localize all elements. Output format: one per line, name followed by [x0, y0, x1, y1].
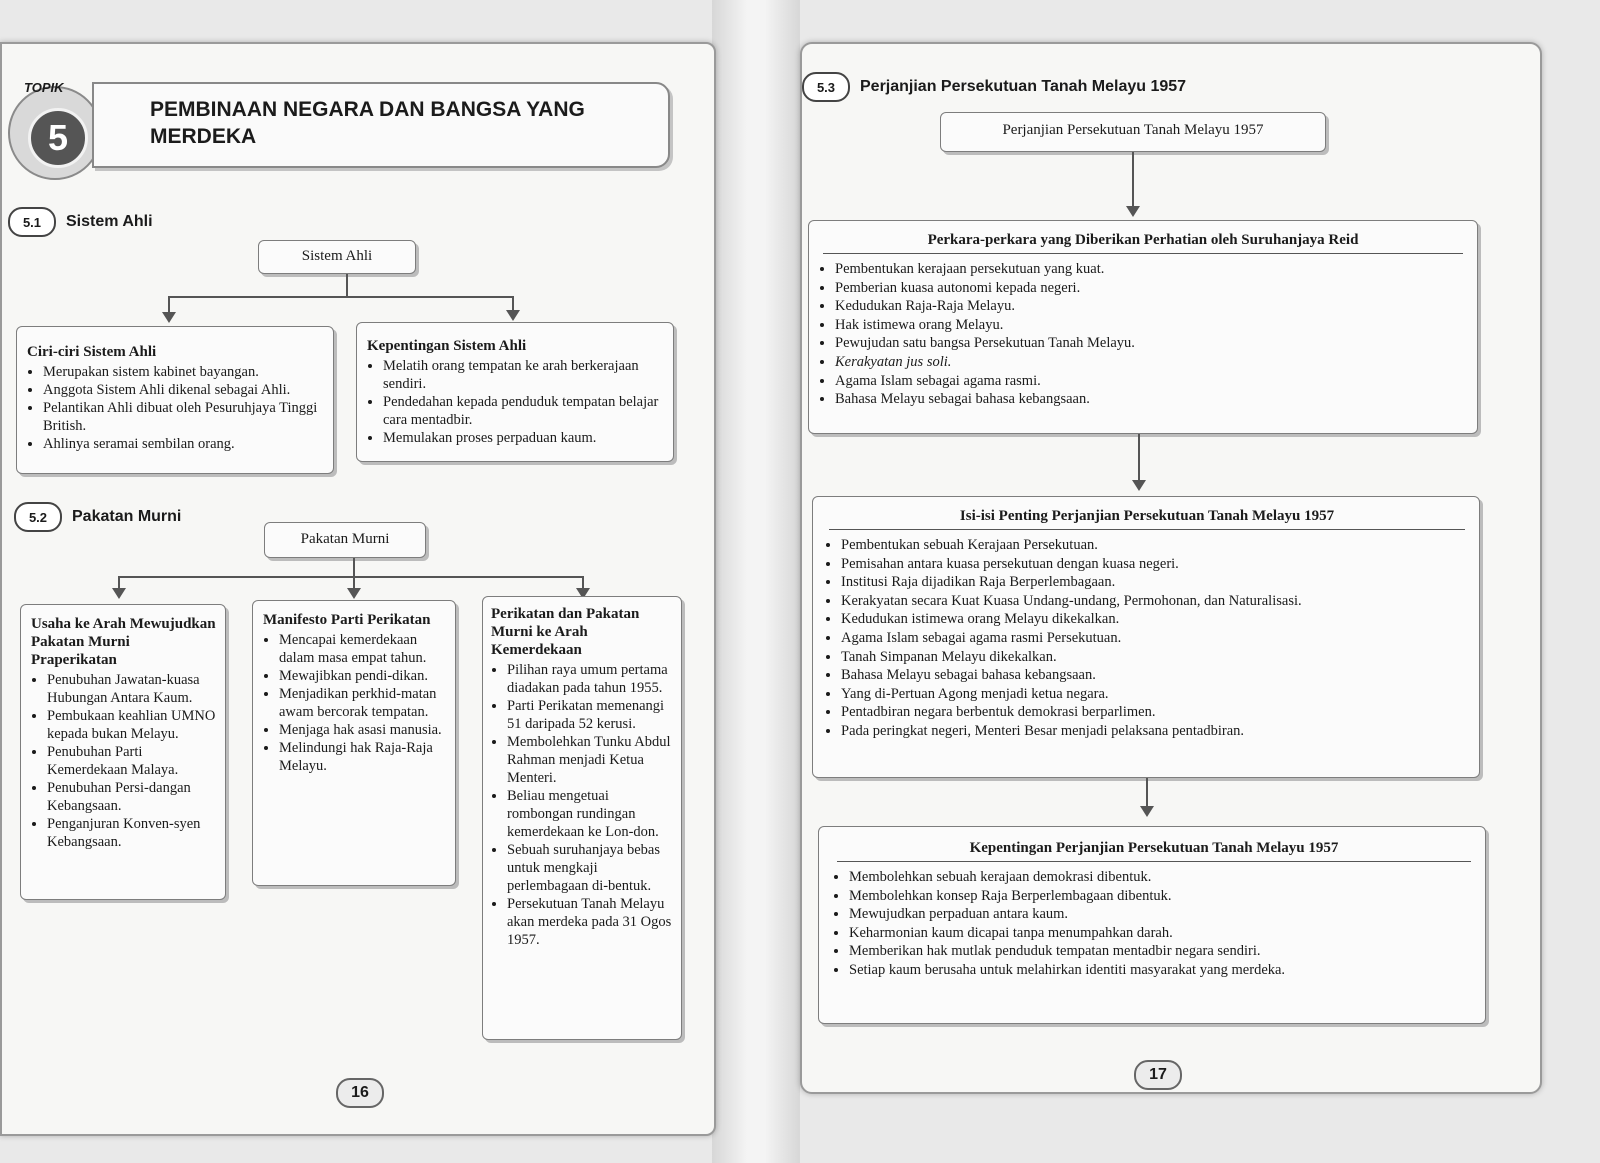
list-item: • Ahlinya seramai sembilan orang. — [43, 435, 325, 453]
kepentingan-perjanjian-box — [818, 826, 1486, 1024]
list-item: • Pemisahan antara kuasa persekutuan dengan kuasa negeri. — [841, 555, 1469, 574]
perikatan-list — [491, 661, 675, 949]
topic-emblem — [8, 80, 102, 180]
section-title: Pakatan Murni — [72, 508, 182, 525]
list-item: • Yang di-Pertuan Agong menjadi ketua negara. — [841, 685, 1469, 704]
list-item: • Penubuhan Persi-dangan Kebangsaan. — [47, 779, 219, 815]
list-item: • Pemberian kuasa autonomi kepada negeri. — [835, 279, 1467, 298]
list-item: • Penubuhan Parti Kemerdekaan Malaya. — [47, 743, 219, 779]
list-item: • Kedudukan istimewa orang Melayu dikekalkan. — [841, 610, 1469, 629]
section-5-1-heading — [8, 207, 153, 237]
section-badge: 5.3 — [802, 72, 850, 102]
list-item: • Memulakan proses perpaduan kaum. — [383, 429, 663, 447]
list-item: • Pembentukan sebuah Kerajaan Persekutuan. — [841, 536, 1469, 555]
list-item: • Pembentukan kerajaan persekutuan yang kuat. — [835, 260, 1467, 279]
box-title: Manifesto Parti Perikatan — [263, 612, 431, 628]
reid-list — [819, 260, 1467, 409]
section-title: Perjanjian Persekutuan Tanah Melayu 1957 — [860, 78, 1187, 95]
list-item: • Beliau mengetuai rombongan rundingan kemerdekaan ke Lon-don. — [507, 787, 675, 841]
connector — [1146, 778, 1148, 808]
arrow-down-icon — [162, 312, 176, 323]
list-item: • Membolehkan Tunku Abdul Rahman menjadi Ketua Menteri. — [507, 733, 675, 787]
list-item: • Menjadikan perkhid-matan awam bercorak tempatan. — [279, 685, 449, 721]
list-item: • Kerakyatan secara Kuat Kuasa Undang-undang, Permohonan, dan Naturalisasi. — [841, 592, 1469, 611]
section-title: Sistem Ahli — [66, 213, 153, 230]
section-5-2-heading — [14, 502, 181, 532]
perikatan-box — [482, 596, 682, 1040]
manifesto-list — [263, 631, 449, 775]
arrow-down-icon — [1140, 806, 1154, 817]
isi-penting-box — [812, 496, 1480, 778]
list-item: • Pembukaan keahlian UMNO kepada bukan Melayu. — [47, 707, 219, 743]
topic-label: TOPIK — [24, 80, 64, 95]
topic-title — [150, 96, 585, 150]
topic-title-line2: MERDEKA — [150, 125, 257, 148]
list-item: • Melindungi hak Raja-Raja Melayu. — [279, 739, 449, 775]
box-title: Perikatan dan Pakatan Murni ke Arah Kemerdekaan — [491, 606, 640, 658]
list-item: • Sebuah suruhanjaya bebas untuk mengkaji perlembagaan di-bentuk. — [507, 841, 675, 895]
kepentingan-list — [367, 357, 663, 447]
kepentingan-perjanjian-list — [833, 868, 1475, 980]
sistem-ahli-root: Sistem Ahli — [258, 240, 416, 274]
topic-number: 5 — [28, 108, 88, 168]
kepentingan-sistem-ahli-box — [356, 322, 674, 462]
list-item: • Membolehkan konsep Raja Berperlembagaan dibentuk. — [849, 887, 1475, 906]
list-item: • Kedudukan Raja-Raja Melayu. — [835, 297, 1467, 316]
list-item: • Bahasa Melayu sebagai bahasa kebangsaan. — [835, 390, 1467, 409]
ciri-sistem-ahli-box — [16, 326, 334, 474]
arrow-down-icon — [506, 310, 520, 321]
page-number: 16 — [336, 1078, 384, 1108]
usaha-pakatan-box — [20, 604, 226, 900]
connector — [346, 274, 348, 296]
list-item: • Anggota Sistem Ahli dikenal sebagai Ahli. — [43, 381, 325, 399]
box-title: Kepentingan Sistem Ahli — [367, 338, 527, 354]
pakatan-murni-root: Pakatan Murni — [264, 522, 426, 558]
ciri-list — [27, 363, 325, 453]
topic-banner — [92, 82, 670, 168]
list-item: • Pendedahan kepada penduduk tempatan belajar cara mentadbir. — [383, 393, 663, 429]
list-item: • Tanah Simpanan Melayu dikekalkan. — [841, 648, 1469, 667]
box-title: Ciri-ciri Sistem Ahli — [27, 344, 157, 360]
list-item: • Penubuhan Jawatan-kuasa Hubungan Antara Kaum. — [47, 671, 219, 707]
list-item: • Kerakyatan jus soli. — [835, 353, 1467, 372]
list-item: • Pelantikan Ahli dibuat oleh Pesuruhjaya Tinggi British. — [43, 399, 325, 435]
list-item: • Menjaga hak asasi manusia. — [279, 721, 449, 739]
list-item: • Pewujudan satu bangsa Persekutuan Tanah Melayu. — [835, 334, 1467, 353]
usaha-list — [31, 671, 219, 851]
section-5-3-heading — [802, 72, 1186, 102]
page-number: 17 — [1134, 1060, 1182, 1090]
list-item: • Melatih orang tempatan ke arah berkerajaan sendiri. — [383, 357, 663, 393]
arrow-down-icon — [1126, 206, 1140, 217]
list-item: • Pada peringkat negeri, Menteri Besar menjadi pelaksana pentadbiran. — [841, 722, 1469, 741]
list-item: • Merupakan sistem kabinet bayangan. — [43, 363, 325, 381]
list-item: • Mewujudkan perpaduan antara kaum. — [849, 905, 1475, 924]
list-item: • Pentadbiran negara berbentuk demokrasi berparlimen. — [841, 703, 1469, 722]
list-item: • Parti Perikatan memenangi 51 daripada 52 kerusi. — [507, 697, 675, 733]
box-title: Usaha ke Arah Mewujudkan Pakatan Murni Praperikatan — [31, 616, 216, 668]
arrow-down-icon — [1132, 480, 1146, 491]
list-item: • Agama Islam sebagai agama rasmi Persekutuan. — [841, 629, 1469, 648]
list-item: • Memberikan hak mutlak penduduk tempatan mentadbir negara sendiri. — [849, 942, 1475, 961]
list-item: • Setiap kaum berusaha untuk melahirkan identiti masyarakat yang merdeka. — [849, 961, 1475, 980]
perjanjian-root: Perjanjian Persekutuan Tanah Melayu 1957 — [940, 112, 1326, 152]
topic-title-line1: PEMBINAAN NEGARA DAN BANGSA YANG — [150, 98, 585, 121]
list-item: • Pilihan raya umum pertama diadakan pada tahun 1955. — [507, 661, 675, 697]
list-item: • Institusi Raja dijadikan Raja Berperlembagaan. — [841, 573, 1469, 592]
list-item: • Mewajibkan pendi-dikan. — [279, 667, 449, 685]
box-title: Perkara-perkara yang Diberikan Perhatian oleh Suruhanjaya Reid — [823, 231, 1463, 254]
arrow-down-icon — [347, 588, 361, 599]
reid-box — [808, 220, 1478, 434]
arrow-down-icon — [112, 588, 126, 599]
list-item: • Mencapai kemerdekaan dalam masa empat tahun. — [279, 631, 449, 667]
book-spine — [712, 0, 800, 1163]
list-item: • Persekutuan Tanah Melayu akan merdeka pada 31 Ogos 1957. — [507, 895, 675, 949]
connector — [118, 576, 584, 578]
manifesto-box — [252, 600, 456, 886]
connector — [168, 296, 514, 298]
connector — [1132, 152, 1134, 208]
list-item: • Membolehkan sebuah kerajaan demokrasi dibentuk. — [849, 868, 1475, 887]
box-title: Isi-isi Penting Perjanjian Persekutuan Tanah Melayu 1957 — [829, 507, 1465, 530]
list-item: • Bahasa Melayu sebagai bahasa kebangsaan. — [841, 666, 1469, 685]
isi-list — [825, 536, 1469, 741]
list-item: • Keharmonian kaum dicapai tanpa menumpahkan darah. — [849, 924, 1475, 943]
section-badge: 5.1 — [8, 207, 56, 237]
connector — [1138, 434, 1140, 480]
box-title: Kepentingan Perjanjian Persekutuan Tanah Melayu 1957 — [837, 839, 1471, 862]
list-item: • Penganjuran Konven-syen Kebangsaan. — [47, 815, 219, 851]
list-item: • Agama Islam sebagai agama rasmi. — [835, 372, 1467, 391]
section-badge: 5.2 — [14, 502, 62, 532]
list-item: • Hak istimewa orang Melayu. — [835, 316, 1467, 335]
connector — [353, 558, 355, 576]
